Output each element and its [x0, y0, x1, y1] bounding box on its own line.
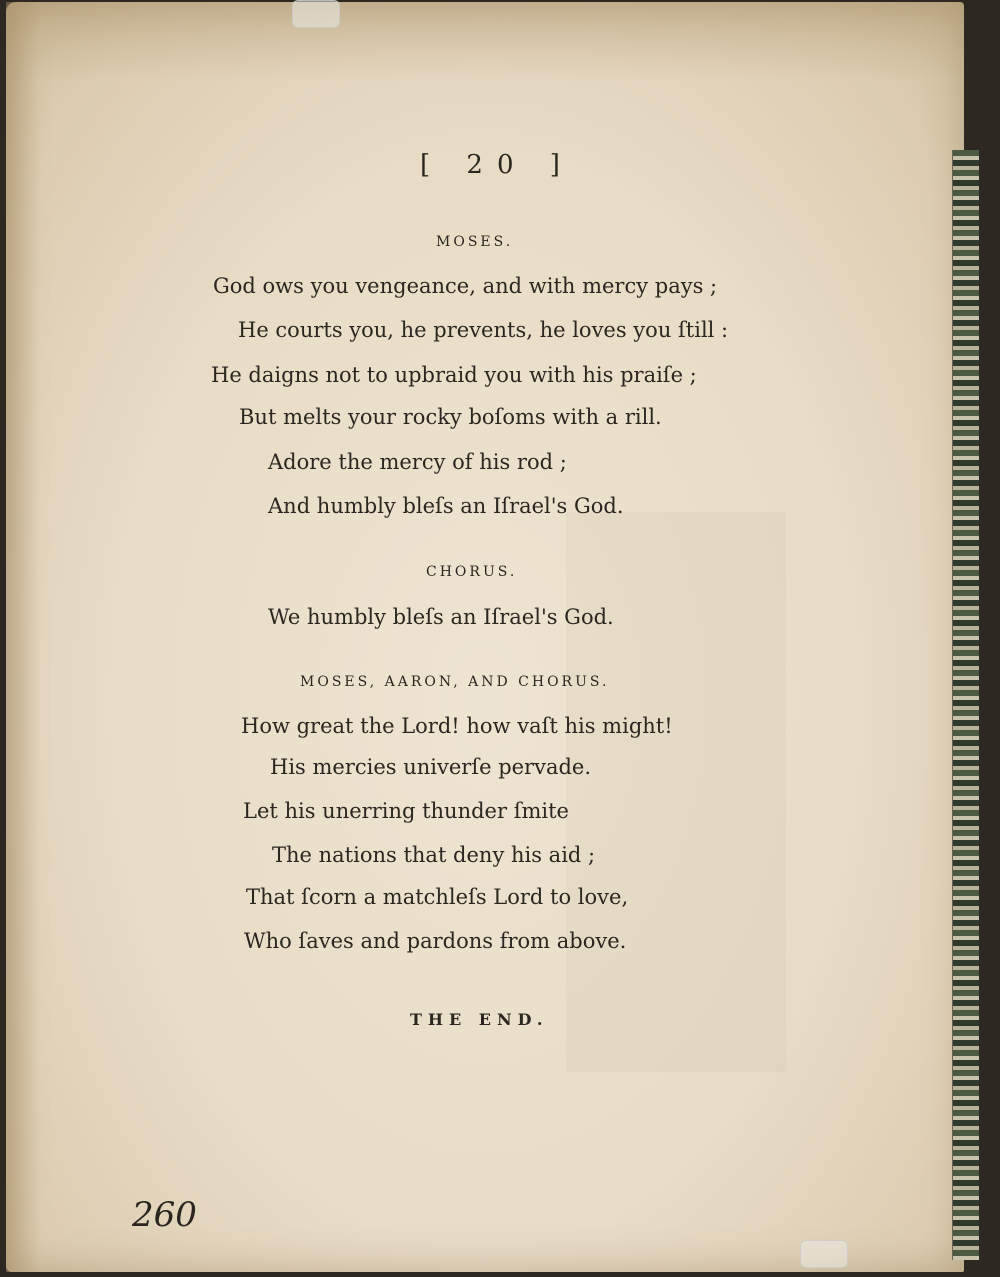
- verse-line: God ows you vengeance, and with mercy pays ;: [213, 274, 718, 298]
- verse-line: His mercies univerſe pervade.: [270, 755, 592, 779]
- verse-line: That ſcorn a matchleſs Lord to love,: [246, 885, 629, 909]
- mount-tab: [800, 1240, 848, 1268]
- mount-tab: [292, 0, 340, 28]
- verse-line: He courts you, he prevents, he loves you ſtill :: [238, 318, 729, 342]
- verse-line: The nations that deny his aid ;: [272, 843, 596, 867]
- edge-wear: [6, 2, 40, 1272]
- verse-line: Who ſaves and pardons from above.: [244, 929, 627, 953]
- verse-line: And humbly bleſs an Iſrael's God.: [268, 494, 624, 518]
- page-number-header: [ 20 ]: [420, 150, 574, 180]
- verse-line: How great the Lord! how vaſt his might!: [241, 714, 673, 738]
- verse-line: We humbly bleſs an Iſrael's God.: [268, 605, 614, 629]
- show-through: [566, 512, 786, 1072]
- end-marker: THE END.: [410, 1010, 549, 1029]
- verse-line: But melts your rocky boſoms with a rill.: [239, 405, 662, 429]
- verse-line: Let his unerring thunder ſmite: [243, 799, 569, 823]
- verse-line: Adore the mercy of his rod ;: [268, 450, 567, 474]
- speaker-heading: CHORUS.: [426, 564, 518, 580]
- handwritten-catalog-number: 260: [132, 1195, 197, 1235]
- verse-line: He daigns not to upbraid you with his praiſe ;: [211, 363, 697, 387]
- speaker-heading: MOSES.: [436, 234, 514, 250]
- binding-strip: [952, 150, 979, 1260]
- speaker-heading: MOSES, AARON, AND CHORUS.: [300, 674, 610, 690]
- paper-sheet: [6, 2, 964, 1272]
- edge-wear: [6, 2, 964, 82]
